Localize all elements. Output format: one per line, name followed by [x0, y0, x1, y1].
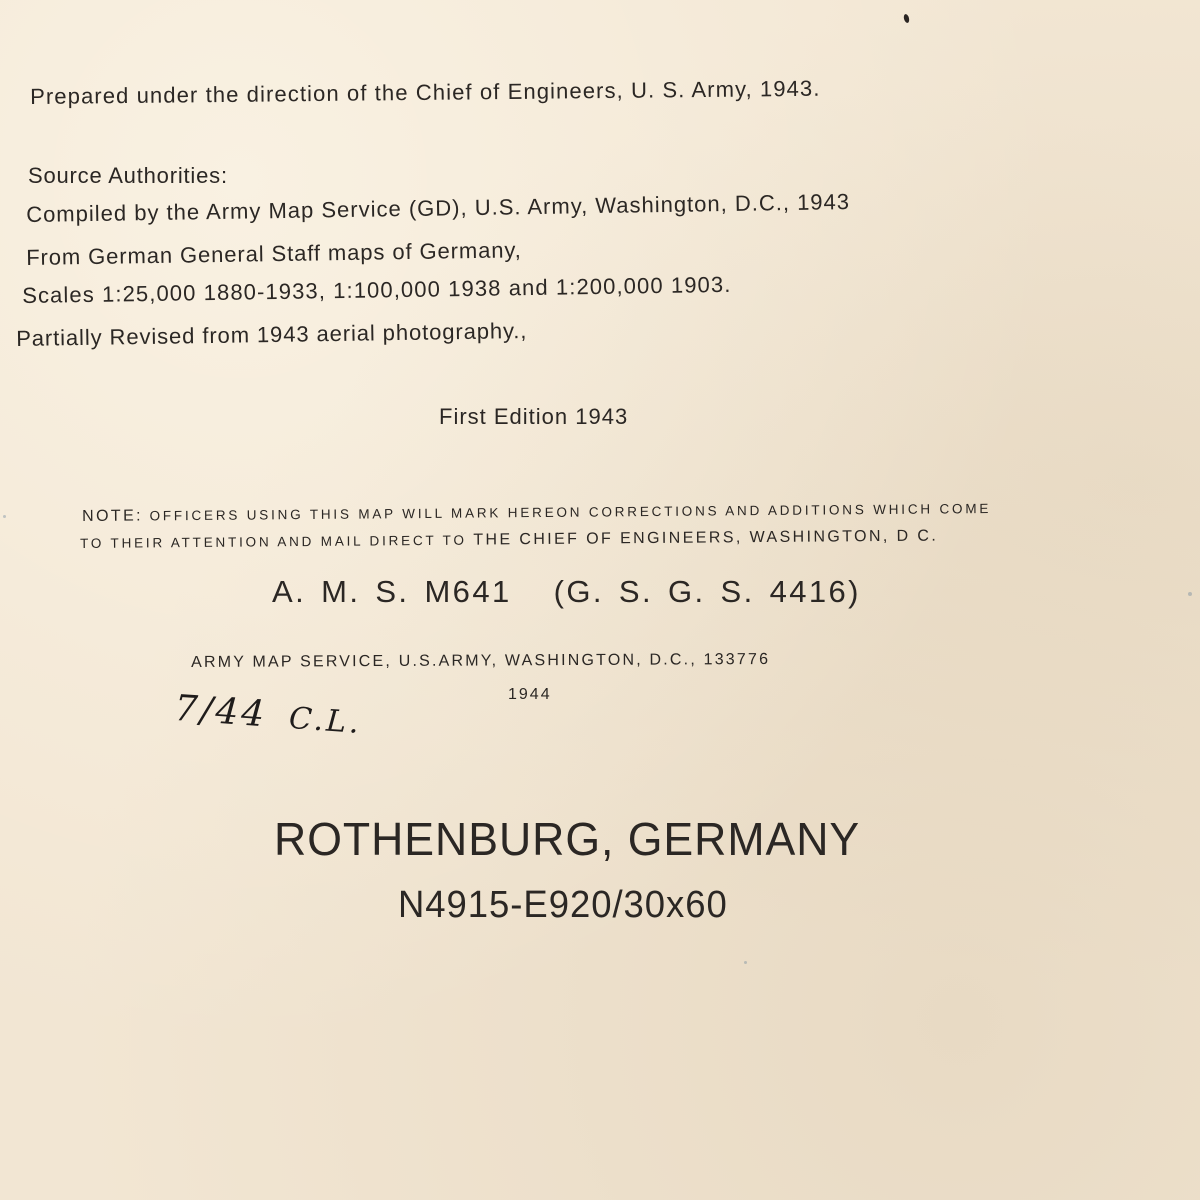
map-series-codes — [272, 574, 861, 610]
printer-line: ARMY MAP SERVICE, U.S.ARMY, WASHINGTON, D.C., 133776 — [191, 650, 771, 671]
note-text-2: TO THEIR ATTENTION AND MAIL DIRECT TO — [80, 532, 467, 551]
ams-code: A. M. S. M641 — [272, 574, 512, 609]
note-label: NOTE: — [82, 507, 144, 525]
note-line-2 — [80, 528, 938, 553]
edition-label: First Edition 1943 — [439, 404, 629, 429]
handwritten-annotation — [173, 688, 363, 742]
source-line-compiled: Compiled by the Army Map Service (GD), U.S. Army, Washington, D.C., 1943 — [26, 189, 851, 227]
handwritten-initials: C.L. — [287, 700, 363, 741]
map-title: ROTHENBURG, GERMANY — [274, 813, 861, 865]
note-text-2-emph: THE CHIEF OF ENGINEERS, WASHINGTON, D C. — [473, 527, 939, 549]
paper-speck — [744, 961, 747, 964]
source-line-revised: Partially Revised from 1943 aerial photography., — [16, 317, 528, 351]
note-text-1: OFFICERS USING THIS MAP WILL MARK HEREON CORRECTIONS AND ADDITIONS WHICH COME — [149, 501, 992, 524]
note-line-1 — [82, 500, 991, 526]
handwritten-date: 7/44 — [173, 688, 269, 736]
prepared-under-line: Prepared under the direction of the Chief of Engineers, U. S. Army, 1943. — [30, 75, 821, 109]
paper-speck — [3, 515, 6, 518]
ink-dot-mark — [903, 14, 910, 24]
printer-year: 1944 — [508, 686, 552, 703]
source-authorities-heading: Source Authorities: — [28, 163, 228, 188]
source-line-german-staff: From German General Staff maps of Germany, — [26, 237, 522, 270]
source-line-scales: Scales 1:25,000 1880-1933, 1:100,000 1938 and 1:200,000 1903. — [22, 271, 732, 308]
paper-speck — [1188, 592, 1192, 596]
sheet-identifier: N4915-E920/30x60 — [398, 884, 728, 926]
gsgs-code: (G. S. G. S. 4416) — [553, 574, 861, 609]
